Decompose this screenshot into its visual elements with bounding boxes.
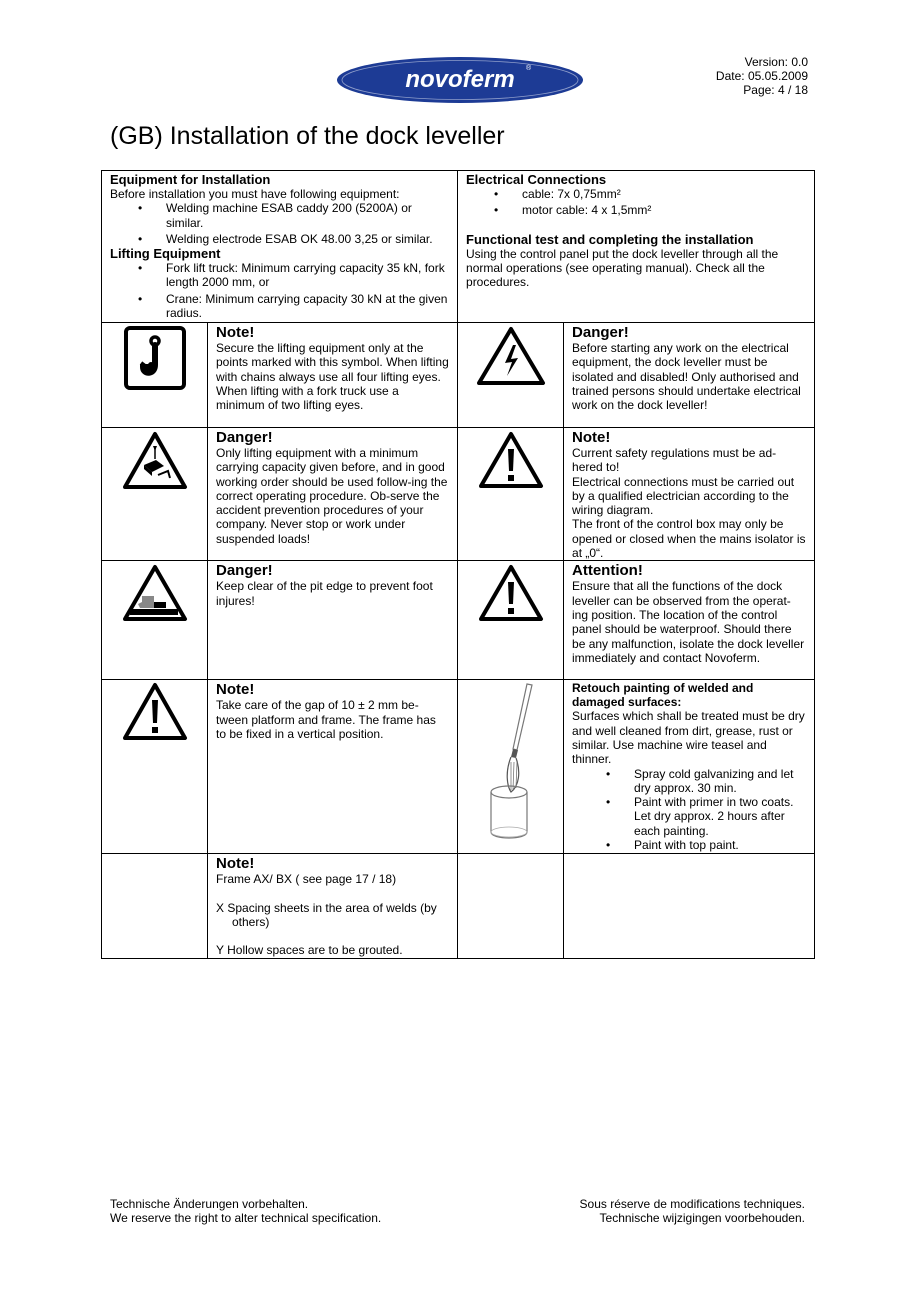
logo-text: novoferm bbox=[405, 66, 515, 93]
document-meta bbox=[716, 55, 808, 97]
painting-list bbox=[572, 767, 806, 853]
electric-warning-cell bbox=[458, 323, 564, 428]
list-item: • Crane: Minimum carrying capacity 30 kN at the given radius. bbox=[110, 292, 449, 321]
attention-title: Attention! bbox=[572, 562, 643, 580]
painting-text: Surfaces which shall be treated must be dry and well cleaned from dirt, grease, rust or similar. Use machine wire teasel and thinner. bbox=[572, 709, 805, 767]
note-line: Current safety regulations must be ad-hered to! bbox=[572, 446, 777, 475]
electrical-danger-cell bbox=[564, 323, 815, 428]
equipment-list bbox=[110, 201, 449, 246]
electric-hazard-icon bbox=[476, 325, 546, 387]
frame-note-cell bbox=[208, 854, 458, 958]
note-title: Note! bbox=[216, 324, 255, 341]
pit-edge-cell bbox=[102, 561, 208, 680]
safety-note-cell bbox=[564, 428, 815, 561]
general-warning-cell bbox=[458, 428, 564, 561]
list-item: • motor cable: 4 x 1,5mm² bbox=[466, 203, 806, 217]
danger-text: Before starting any work on the electrical equipment, the dock leveller must be isolated and disabled! Only authorised and trained persons should undertake electrical work on the dock leveller! bbox=[572, 341, 801, 413]
electrical-cell bbox=[458, 171, 815, 323]
page-title: (GB) Installation of the dock leveller bbox=[110, 122, 505, 150]
footer-text: Sous réserve de modifications techniques. bbox=[579, 1197, 805, 1211]
frame-line: X Spacing sheets in the area of welds (by others) bbox=[216, 900, 437, 929]
frame-line: Frame AX/ BX ( see page 17 / 18) bbox=[216, 872, 397, 887]
svg-text:®: ® bbox=[526, 65, 532, 72]
danger-title: Danger! bbox=[572, 324, 629, 341]
functional-test-text: Using the control panel put the dock leveller through all the normal operations (see operating manual). Check all the procedures. bbox=[466, 246, 779, 290]
page-number: Page: 4 / 18 bbox=[743, 83, 808, 97]
danger-text: Only lifting equipment with a minimum carrying capacity given before, and in good working order should be used follow-ing the correct operating procedure. Ob-serve the accident prevention procedures of your company. Never stop or work under suspended loads! bbox=[216, 446, 448, 546]
lifting-note-cell bbox=[208, 323, 458, 428]
attention-warning-cell bbox=[458, 561, 564, 680]
note-title: Note! bbox=[216, 855, 255, 873]
novoferm-logo bbox=[336, 56, 584, 104]
list-item: • Welding machine ESAB caddy 200 (5200A) or similar. bbox=[110, 201, 449, 230]
danger-text: Keep clear of the pit edge to prevent foot injures! bbox=[216, 579, 433, 608]
lifting-danger-cell bbox=[208, 428, 458, 561]
frame-line: Y Hollow spaces are to be grouted. bbox=[216, 943, 403, 958]
installation-table bbox=[101, 170, 815, 959]
list-item: • Welding electrode ESAB OK 48.00 3,25 or similar. bbox=[110, 232, 449, 246]
gap-note-cell bbox=[208, 680, 458, 854]
note-text: Take care of the gap of 10 ± 2 mm be-tween platform and frame. The frame has to be fixed in a vertical position. bbox=[216, 698, 436, 741]
footer-text: We reserve the right to alter technical specification. bbox=[110, 1211, 382, 1225]
equipment-intro: Before installation you must have following equipment: bbox=[110, 187, 400, 201]
date-text: Date: 05.05.2009 bbox=[715, 69, 808, 83]
paint-brush-cell bbox=[458, 680, 564, 854]
footer-text: Technische wijzigingen voorbehouden. bbox=[599, 1211, 805, 1225]
suspended-load-icon bbox=[122, 431, 188, 491]
version-text: Version: 0.0 bbox=[744, 55, 808, 69]
gap-warning-cell bbox=[102, 680, 208, 854]
lifting-list bbox=[110, 261, 449, 320]
note-title: Note! bbox=[216, 681, 255, 699]
equipment-heading: Equipment for Installation bbox=[110, 172, 271, 187]
equipment-cell bbox=[102, 171, 458, 323]
painting-cell bbox=[564, 680, 815, 854]
list-item: • Paint with primer in two coats. Let dry approx. 2 hours after each painting. bbox=[572, 795, 806, 838]
footer-right bbox=[580, 1197, 805, 1225]
attention-text: Ensure that all the functions of the dock leveller can be observed from the operat-ing position. The location of the control panel should be waterproof. Should there be any malfunction, isolate the dock leveller immediately and contact Novoferm. bbox=[572, 579, 805, 665]
list-item: • Paint with top paint. bbox=[572, 838, 806, 852]
danger-title: Danger! bbox=[216, 429, 273, 446]
suspended-load-cell bbox=[102, 428, 208, 561]
lifting-hook-icon bbox=[123, 325, 187, 391]
danger-title: Danger! bbox=[216, 562, 273, 580]
note-title: Note! bbox=[572, 429, 611, 446]
note-line: The front of the control box may only be opened or closed when the mains isolator is at „0“. bbox=[572, 517, 806, 561]
warning-icon bbox=[478, 431, 544, 489]
electrical-heading: Electrical Connections bbox=[466, 172, 607, 187]
empty-cell bbox=[102, 854, 208, 958]
pit-edge-icon bbox=[122, 564, 188, 622]
paint-brush-icon bbox=[481, 682, 541, 844]
note-text: Secure the lifting equipment only at the points marked with this symbol. When lifting with chains always use all four lifting eyes. When lifting with a fork truck use a minimum of two lifting eyes. bbox=[216, 341, 449, 413]
electrical-list bbox=[466, 187, 806, 218]
footer-left bbox=[110, 1197, 381, 1225]
list-item: • Spray cold galvanizing and let dry approx. 30 min. bbox=[572, 767, 806, 796]
list-item: • Fork lift truck: Minimum carrying capacity 35 kN, fork length 2000 mm, or bbox=[110, 261, 449, 290]
painting-title: Retouch painting of welded and damaged surfaces: bbox=[572, 681, 754, 710]
warning-icon bbox=[478, 564, 544, 622]
lifting-heading: Lifting Equipment bbox=[110, 246, 221, 262]
list-item: • cable: 7x 0,75mm² bbox=[466, 187, 806, 201]
footer-text: Technische Änderungen vorbehalten. bbox=[110, 1197, 309, 1211]
empty-cell bbox=[564, 854, 815, 958]
pit-danger-cell bbox=[208, 561, 458, 680]
note-line: Electrical connections must be carried out by a qualified electrician according to the wiring diagram. bbox=[572, 474, 795, 518]
empty-cell bbox=[458, 854, 564, 958]
attention-cell bbox=[564, 561, 815, 680]
hook-icon-cell bbox=[102, 323, 208, 428]
functional-test-heading: Functional test and completing the installation bbox=[466, 231, 754, 247]
warning-icon bbox=[122, 682, 188, 742]
